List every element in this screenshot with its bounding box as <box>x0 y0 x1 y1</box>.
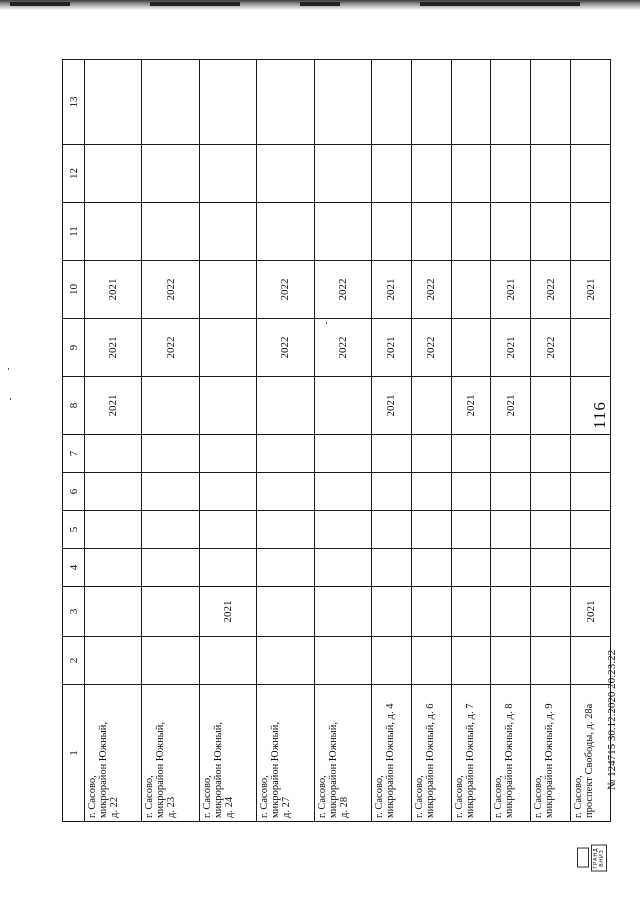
year-cell <box>85 435 142 473</box>
year-cell <box>199 319 256 377</box>
year-cell <box>314 60 371 145</box>
year-cell <box>451 261 491 319</box>
year-cell <box>199 261 256 319</box>
scan-mark <box>150 2 240 6</box>
column-header-2: 2 <box>63 637 85 685</box>
year-cell <box>142 435 199 473</box>
year-cell <box>142 145 199 203</box>
year-cell: 2022 <box>257 319 314 377</box>
year-cell <box>142 203 199 261</box>
table-row <box>491 60 531 822</box>
year-cell <box>257 203 314 261</box>
year-cell: 2021 <box>371 261 411 319</box>
column-header-4: 4 <box>63 549 85 587</box>
year-cell: 2021 <box>451 377 491 435</box>
table-header-row <box>63 60 85 822</box>
table-row <box>85 60 142 822</box>
year-cell <box>85 203 142 261</box>
document-stamp: № 124715 30.12.2020 20:23:22 <box>606 649 618 791</box>
year-cell <box>451 435 491 473</box>
table-row <box>411 60 451 822</box>
year-cell <box>411 637 451 685</box>
year-cell <box>199 377 256 435</box>
year-cell <box>451 587 491 637</box>
year-cell <box>371 203 411 261</box>
year-cell <box>257 473 314 511</box>
year-cell <box>451 319 491 377</box>
table-row <box>199 60 256 822</box>
year-cell <box>371 60 411 145</box>
table-row <box>142 60 199 822</box>
year-cell: 2022 <box>314 261 371 319</box>
year-cell: 2021 <box>199 587 256 637</box>
year-cell <box>371 473 411 511</box>
year-cell <box>199 549 256 587</box>
year-cell <box>85 473 142 511</box>
year-cell: 2021 <box>491 261 531 319</box>
year-cell: 2021 <box>571 587 611 637</box>
year-cell <box>371 145 411 203</box>
year-cell <box>451 145 491 203</box>
table-row <box>571 60 611 822</box>
year-cell <box>371 587 411 637</box>
year-cell <box>491 203 531 261</box>
page-number: 116 <box>590 401 609 429</box>
year-cell <box>142 637 199 685</box>
year-cell <box>371 637 411 685</box>
column-header-6: 6 <box>63 473 85 511</box>
year-cell <box>85 637 142 685</box>
year-cell: 2022 <box>142 319 199 377</box>
year-cell <box>371 511 411 549</box>
scan-speck <box>326 322 327 324</box>
year-cell <box>491 637 531 685</box>
year-cell: 2022 <box>142 261 199 319</box>
column-header-10: 10 <box>63 261 85 319</box>
address-cell: г. Сасово, микрорайон Южный, д. 9 <box>531 685 571 822</box>
year-cell <box>571 435 611 473</box>
year-cell <box>491 145 531 203</box>
year-cell <box>571 473 611 511</box>
year-cell <box>314 145 371 203</box>
year-cell: 2021 <box>491 377 531 435</box>
year-cell: 2022 <box>411 319 451 377</box>
column-header-11: 11 <box>63 203 85 261</box>
year-cell <box>142 377 199 435</box>
year-cell <box>257 587 314 637</box>
scan-mark <box>420 2 580 6</box>
year-cell <box>531 637 571 685</box>
year-cell <box>314 377 371 435</box>
year-cell <box>451 637 491 685</box>
year-cell <box>531 435 571 473</box>
year-cell <box>451 473 491 511</box>
year-cell <box>571 203 611 261</box>
year-cell <box>571 637 611 685</box>
year-cell <box>491 511 531 549</box>
year-cell <box>531 60 571 145</box>
year-cell <box>571 319 611 377</box>
address-cell: г. Сасово, микрорайон Южный, д. 27 <box>257 685 314 822</box>
address-cell: г. Сасово, микрорайон Южный, д. 4 <box>371 685 411 822</box>
column-header-7: 7 <box>63 435 85 473</box>
year-cell <box>491 435 531 473</box>
year-cell: 2021 <box>85 319 142 377</box>
year-cell <box>199 473 256 511</box>
year-cell <box>451 203 491 261</box>
year-cell <box>199 435 256 473</box>
year-cell <box>571 511 611 549</box>
year-cell <box>531 511 571 549</box>
table-row <box>531 60 571 822</box>
year-cell <box>531 377 571 435</box>
year-cell: 2021 <box>371 319 411 377</box>
year-cell <box>257 60 314 145</box>
address-cell: г. Сасово, проспект Свободы, д. 28а <box>571 685 611 822</box>
column-header-13: 13 <box>63 60 85 145</box>
year-cell <box>142 60 199 145</box>
year-cell: 2021 <box>571 261 611 319</box>
address-cell: г. Сасово, микрорайон Южный, д. 22 <box>85 685 142 822</box>
year-cell: 2021 <box>491 319 531 377</box>
year-cell: 2021 <box>85 261 142 319</box>
year-cell <box>571 549 611 587</box>
year-cell <box>142 549 199 587</box>
year-cell <box>85 549 142 587</box>
year-cell <box>371 549 411 587</box>
year-cell <box>85 511 142 549</box>
year-cell <box>199 145 256 203</box>
year-cell <box>257 637 314 685</box>
column-header-12: 12 <box>63 145 85 203</box>
year-cell <box>531 587 571 637</box>
year-cell <box>85 587 142 637</box>
year-cell <box>491 587 531 637</box>
year-cell <box>411 60 451 145</box>
address-cell: г. Сасово, микрорайон Южный, д. 7 <box>451 685 491 822</box>
scan-mark <box>10 2 70 6</box>
year-cell <box>314 549 371 587</box>
year-cell <box>257 145 314 203</box>
column-header-3: 3 <box>63 587 85 637</box>
year-cell <box>257 377 314 435</box>
address-cell: г. Сасово, микрорайон Южный, д. 6 <box>411 685 451 822</box>
year-cell <box>491 60 531 145</box>
year-cell <box>451 549 491 587</box>
year-cell: 2021 <box>371 377 411 435</box>
logo-text: ГРАНД ВНИЗ <box>591 844 607 871</box>
column-header-1: 1 <box>63 685 85 822</box>
year-cell <box>257 549 314 587</box>
year-cell <box>314 637 371 685</box>
year-cell <box>571 145 611 203</box>
year-cell <box>411 511 451 549</box>
table-row <box>451 60 491 822</box>
year-cell <box>491 549 531 587</box>
scan-mark <box>300 2 340 6</box>
year-cell: 2022 <box>314 319 371 377</box>
scan-speck <box>8 368 9 370</box>
table-body <box>85 60 611 822</box>
year-cell <box>142 587 199 637</box>
registry-logo <box>577 844 607 871</box>
year-cell <box>314 473 371 511</box>
year-cell <box>314 435 371 473</box>
address-cell: г. Сасово, микрорайон Южный, д. 23 <box>142 685 199 822</box>
year-cell <box>142 511 199 549</box>
year-cell <box>411 587 451 637</box>
year-cell <box>199 637 256 685</box>
year-cell <box>411 473 451 511</box>
address-cell: г. Сасово, микрорайон Южный, д. 24 <box>199 685 256 822</box>
year-cell <box>451 511 491 549</box>
year-cell: 2022 <box>531 319 571 377</box>
table-row <box>257 60 314 822</box>
year-cell <box>257 511 314 549</box>
table-row <box>371 60 411 822</box>
year-cell <box>571 60 611 145</box>
year-cell: 2022 <box>411 261 451 319</box>
year-cell <box>314 587 371 637</box>
year-cell <box>85 145 142 203</box>
year-cell <box>411 549 451 587</box>
scan-speck <box>10 398 11 400</box>
year-cell <box>571 377 611 435</box>
year-cell <box>314 511 371 549</box>
year-cell <box>531 203 571 261</box>
year-cell <box>451 60 491 145</box>
table-container <box>62 60 611 822</box>
year-cell <box>85 60 142 145</box>
address-cell: г. Сасово, микрорайон Южный, д. 28 <box>314 685 371 822</box>
year-cell <box>199 203 256 261</box>
address-cell: г. Сасово, микрорайон Южный, д. 8 <box>491 685 531 822</box>
table-row <box>314 60 371 822</box>
column-header-5: 5 <box>63 511 85 549</box>
column-header-9: 9 <box>63 319 85 377</box>
year-cell <box>199 511 256 549</box>
year-cell <box>411 203 451 261</box>
year-cell <box>371 435 411 473</box>
year-cell <box>411 377 451 435</box>
year-cell <box>411 145 451 203</box>
year-cell <box>257 435 314 473</box>
year-cell <box>142 473 199 511</box>
year-cell <box>314 203 371 261</box>
year-cell <box>411 435 451 473</box>
year-cell <box>491 473 531 511</box>
year-cell <box>199 60 256 145</box>
year-cell: 2022 <box>257 261 314 319</box>
year-cell <box>531 549 571 587</box>
year-cell: 2021 <box>85 377 142 435</box>
column-header-8: 8 <box>63 377 85 435</box>
data-table <box>62 59 611 822</box>
year-cell <box>531 473 571 511</box>
logo-emblem <box>577 848 589 868</box>
year-cell <box>531 145 571 203</box>
year-cell: 2022 <box>531 261 571 319</box>
